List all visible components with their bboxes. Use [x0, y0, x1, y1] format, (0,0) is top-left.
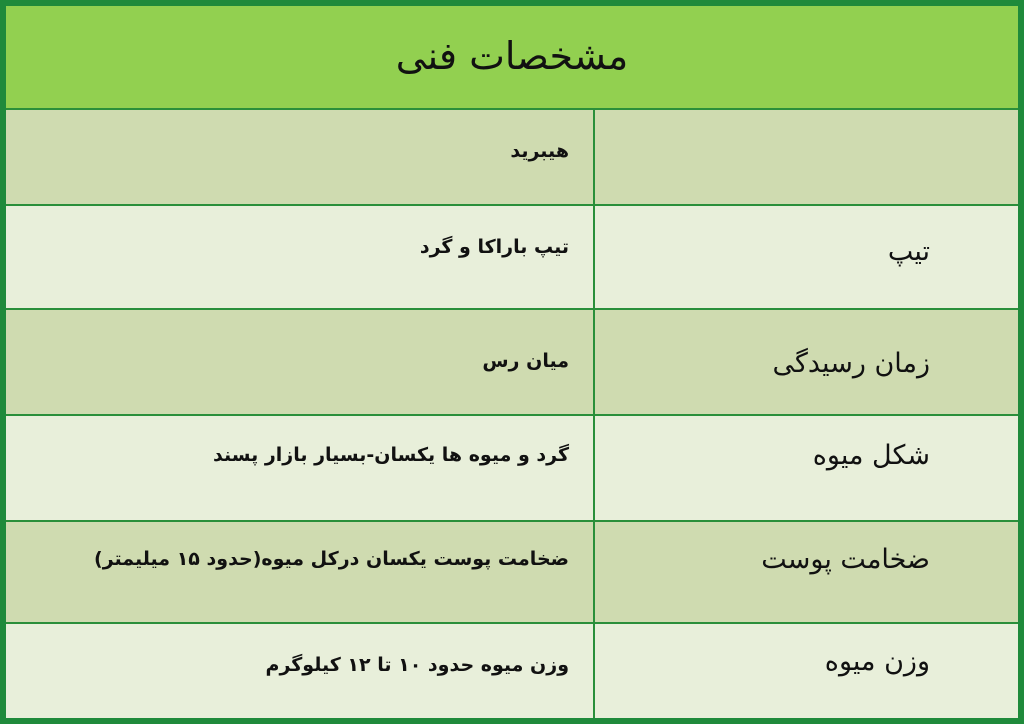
table-row: [6, 414, 1018, 520]
row-value: هیبرید: [510, 140, 569, 162]
row-value: تیپ باراکا و گرد: [419, 236, 569, 258]
table-row: [6, 622, 1018, 718]
row-label: وزن میوه: [593, 624, 1018, 718]
table-row: [6, 108, 1018, 204]
row-label: [593, 110, 1018, 204]
row-label: زمان رسیدگی: [593, 310, 1018, 414]
row-value: ضخامت پوست یکسان درکل میوه(حدود ۱۵ میلیمتر): [94, 548, 569, 570]
row-label: شکل میوه: [593, 416, 1018, 520]
table-row: [6, 204, 1018, 308]
table-header: [6, 6, 1018, 108]
row-label: ضخامت پوست: [593, 522, 1018, 622]
row-value: وزن میوه حدود ۱۰ تا ۱۲ کیلوگرم: [265, 654, 569, 676]
table-row: [6, 308, 1018, 414]
table-row: [6, 520, 1018, 622]
row-label: تیپ: [593, 206, 1018, 308]
table-title: مشخصات فنی: [395, 34, 629, 78]
row-value: میان رس: [482, 350, 569, 372]
row-value: گرد و میوه ها یکسان-بسیار بازار پسند: [213, 444, 569, 466]
